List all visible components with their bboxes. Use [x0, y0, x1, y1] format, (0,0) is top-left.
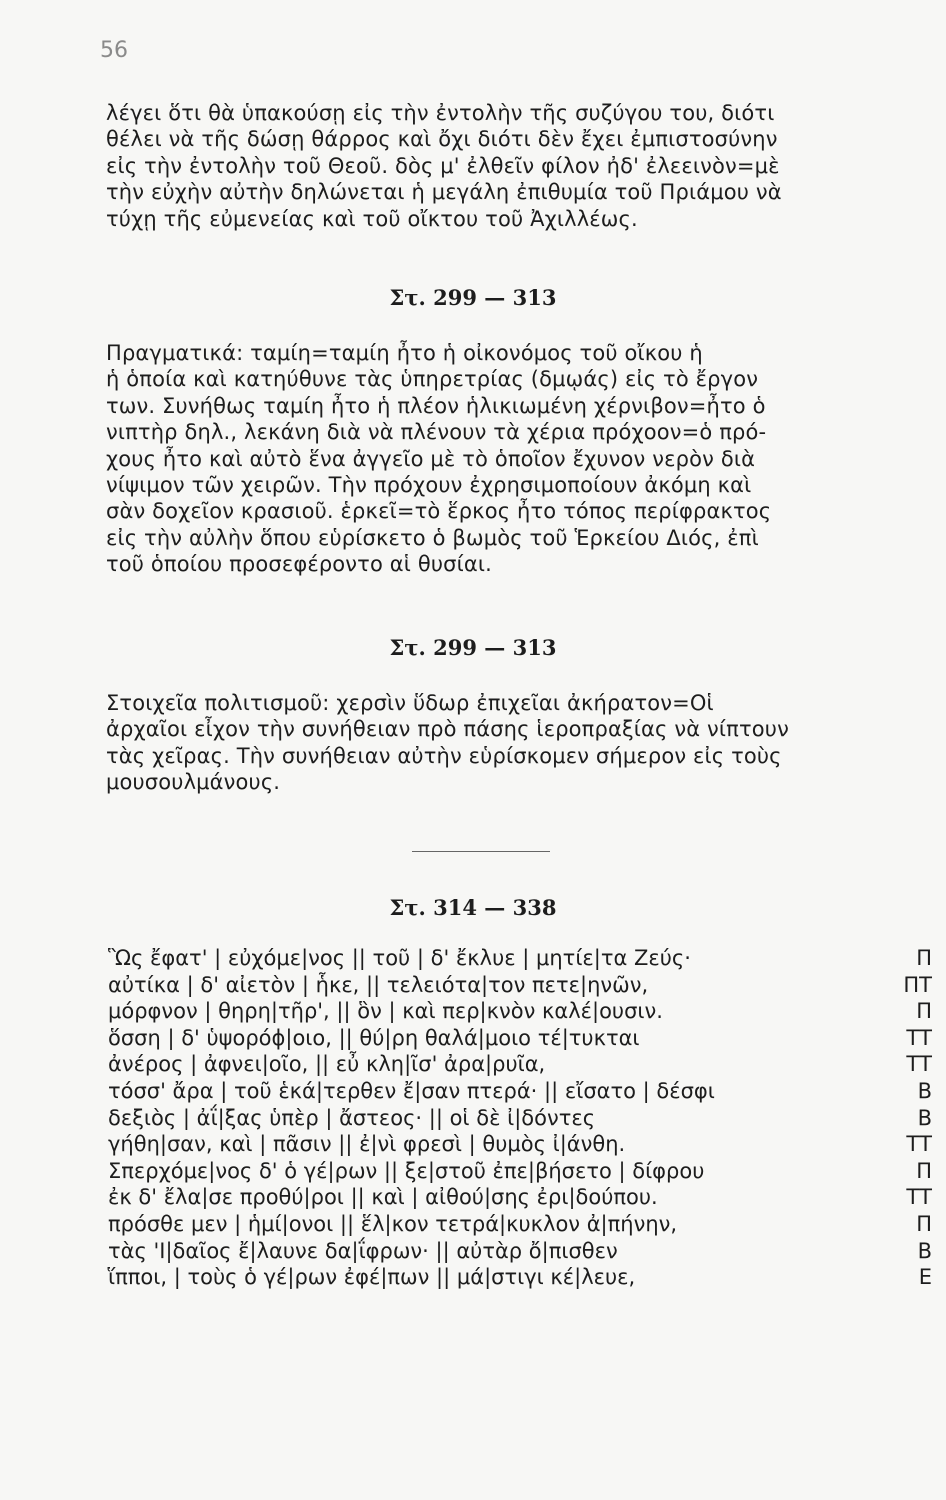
- verse-text: Σπερχόμε|νος δ' ὁ γέ|ρων || ξε|στοῦ ἐπε|βήσετο | δίφρου: [108, 1158, 705, 1183]
- verse-text: Ὣς ἔφατ' | εὐχόμε|νος || τοῦ | δ' ἔκλυε | μητίε|τα Ζεύς·: [108, 946, 691, 970]
- meter-mark: Π: [916, 999, 932, 1024]
- text-line: ἡ ὁποία καὶ κατηύθυνε τὰς ὑπηρετρίας (δμῳάς) εἰς τὸ ἔργον: [106, 367, 759, 392]
- verse-line: [108, 973, 938, 1000]
- page-number: 56: [100, 38, 128, 63]
- meter-mark: ΤΤ: [906, 1025, 932, 1050]
- text-line: σὰν δοχεῖον κρασιοῦ. ἑρκεῖ=τὸ ἕρκος ἦτο τόπος περίφρακτος: [106, 499, 772, 524]
- text-line: ἀρχαῖοι εἶχον τὴν συνήθειαν πρὸ πάσης ἱεροπραξίας νὰ νίπτουν: [106, 717, 789, 742]
- meter-mark: Π: [916, 1211, 932, 1236]
- verse-text: δεξιὸς | ἀΐ|ξας ὑπὲρ | ἄστεος· || οἱ δὲ ἰ|δόντες: [108, 1105, 596, 1130]
- meter-mark: ΤΤ: [906, 1052, 932, 1077]
- verse-line: [108, 1079, 938, 1106]
- verse-text: αὐτίκα | δ' αἰετὸν | ἧκε, || τελειότα|τον πετε|ηνῶν,: [108, 972, 649, 997]
- meter-mark: ΤΤ: [906, 1185, 932, 1210]
- verse-text: τόσσ' ἄρα | τοῦ ἑκά|τερθεν ἔ|σαν πτερά· || εἴσατο | δέσφι: [108, 1078, 715, 1103]
- verse-line: [108, 999, 938, 1026]
- meter-mark: Β: [917, 1078, 932, 1103]
- meter-mark: Ε: [918, 1265, 932, 1290]
- text-line: Στοιχεῖα πολιτισμοῦ: χερσὶν ὕδωρ ἐπιχεῖαι ἀκήρατον=Οἱ: [106, 691, 714, 715]
- text-line: τὴν εὐχὴν αὐτὴν δηλώνεται ἡ μεγάλη ἐπιθυμία τοῦ Πριάμου νὰ: [106, 180, 782, 205]
- commentary-paragraph-2: [106, 340, 936, 578]
- text-line: εἰς τὴν ἐντολὴν τοῦ Θεοῦ. δὸς μ' ἐλθεῖν φίλον ἠδ' ἐλεεινὸν=μὲ: [106, 153, 780, 178]
- text-line: των. Συνήθως ταμίη ἦτο ἡ πλέον ἡλικιωμένη χέρνιβον=ἦτο ὁ: [106, 393, 766, 418]
- commentary-paragraph-1: [106, 100, 936, 232]
- text-line: τὰς χεῖρας. Τὴν συνήθειαν αὐτὴν εὑρίσκομεν σήμερον εἰς τοὺς: [106, 743, 782, 768]
- verse-line: [108, 1026, 938, 1053]
- meter-mark: Β: [917, 1105, 932, 1130]
- text-line: εἰς τὴν αὐλὴν ὅπου εὑρίσκετο ὁ βωμὸς τοῦ Ἑρκείου Διός, ἐπὶ: [106, 525, 759, 550]
- meter-mark: ΤΤ: [906, 1132, 932, 1157]
- meter-mark: Π: [916, 946, 932, 970]
- meter-mark: Β: [917, 1238, 932, 1263]
- verse-line: [108, 946, 938, 973]
- verse-line: [108, 1185, 938, 1212]
- verse-line: [108, 1265, 938, 1292]
- text-line: τοῦ ὁποίου προσεφέροντο αἱ θυσίαι.: [106, 552, 492, 577]
- verse-text: πρόσθε μεν | ἡμί|ονοι || ἕλ|κον τετρά|κυκλον ἀ|πήνην,: [108, 1211, 678, 1236]
- verse-text: μόρφνον | θηρη|τῆρ', || ὃν | καὶ περ|κνὸν καλέ|ουσιν.: [108, 999, 663, 1024]
- verse-block: [108, 946, 938, 1292]
- commentary-paragraph-3: [106, 690, 936, 796]
- meter-mark: Π: [916, 1158, 932, 1183]
- meter-mark: ΠΤ: [903, 972, 932, 997]
- verse-text: ἐκ δ' ἔλα|σε προθύ|ροι || καὶ | αἰθού|σης ἐρι|δούπου.: [108, 1185, 658, 1210]
- text-line: μουσουλμάνους.: [106, 770, 281, 795]
- text-line: νιπτὴρ δηλ., λεκάνη διὰ νὰ πλένουν τὰ χέρια πρόχοον=ὁ πρό-: [106, 420, 767, 445]
- text-line: λέγει ὅτι θὰ ὑπακούσῃ εἰς τὴν ἐντολὴν τῆς συζύγου του, διότι: [106, 101, 775, 125]
- verse-text: τὰς 'Ι|δαῖος ἔ|λαυνε δα|ΐφρων· || αὐτὰρ ὄ|πισθεν: [108, 1238, 618, 1263]
- verse-line: [108, 1052, 938, 1079]
- section-heading: Στ. 299 — 313: [389, 285, 557, 310]
- section-divider: [412, 851, 550, 852]
- text-line: θέλει νὰ τῆς δώσῃ θάρρος καὶ ὄχι διότι δὲν ἔχει ἐμπιστοσύνην: [106, 127, 778, 152]
- text-line: Πραγματικά: ταμίη=ταμίη ἦτο ἡ οἰκονόμος τοῦ οἴκου ἡ: [106, 341, 703, 365]
- text-line: τύχῃ τῆς εὐμενείας καὶ τοῦ οἴκτου τοῦ Ἀχιλλέως.: [106, 206, 638, 231]
- verse-line: [108, 1159, 938, 1186]
- verse-line: [108, 1106, 938, 1133]
- verse-text: γήθη|σαν, καὶ | πᾶσιν || ἐ|νὶ φρεσὶ | θυμὸς ἰ|άνθη.: [108, 1132, 626, 1157]
- verse-text: ἵπποι, | τοὺς ὁ γέ|ρων ἐφέ|πων || μά|στιγι κέ|λευε,: [108, 1265, 636, 1290]
- section-heading: Στ. 299 — 313: [389, 635, 557, 660]
- verse-text: ὅσση | δ' ὑψορόϕ|οιο, || θύ|ρη θαλά|μοιο τέ|τυκται: [108, 1025, 640, 1050]
- verse-line: [108, 1212, 938, 1239]
- text-line: χους ἦτο καὶ αὐτὸ ἕνα ἀγγεῖο μὲ τὸ ὁποῖον ἔχυνον νερὸν διὰ: [106, 446, 756, 471]
- verse-line: [108, 1132, 938, 1159]
- text-line: νίψιμον τῶν χειρῶν. Τὴν πρόχουν ἐχρησιμοποίουν ἀκόμη καὶ: [106, 473, 752, 498]
- verse-line: [108, 1239, 938, 1266]
- verse-text: ἀνέρος | ἀφνει|οῖο, || εὖ κλη|ῖσ' ἀρα|ρυῖα,: [108, 1052, 546, 1077]
- section-heading: Στ. 314 — 338: [389, 895, 557, 920]
